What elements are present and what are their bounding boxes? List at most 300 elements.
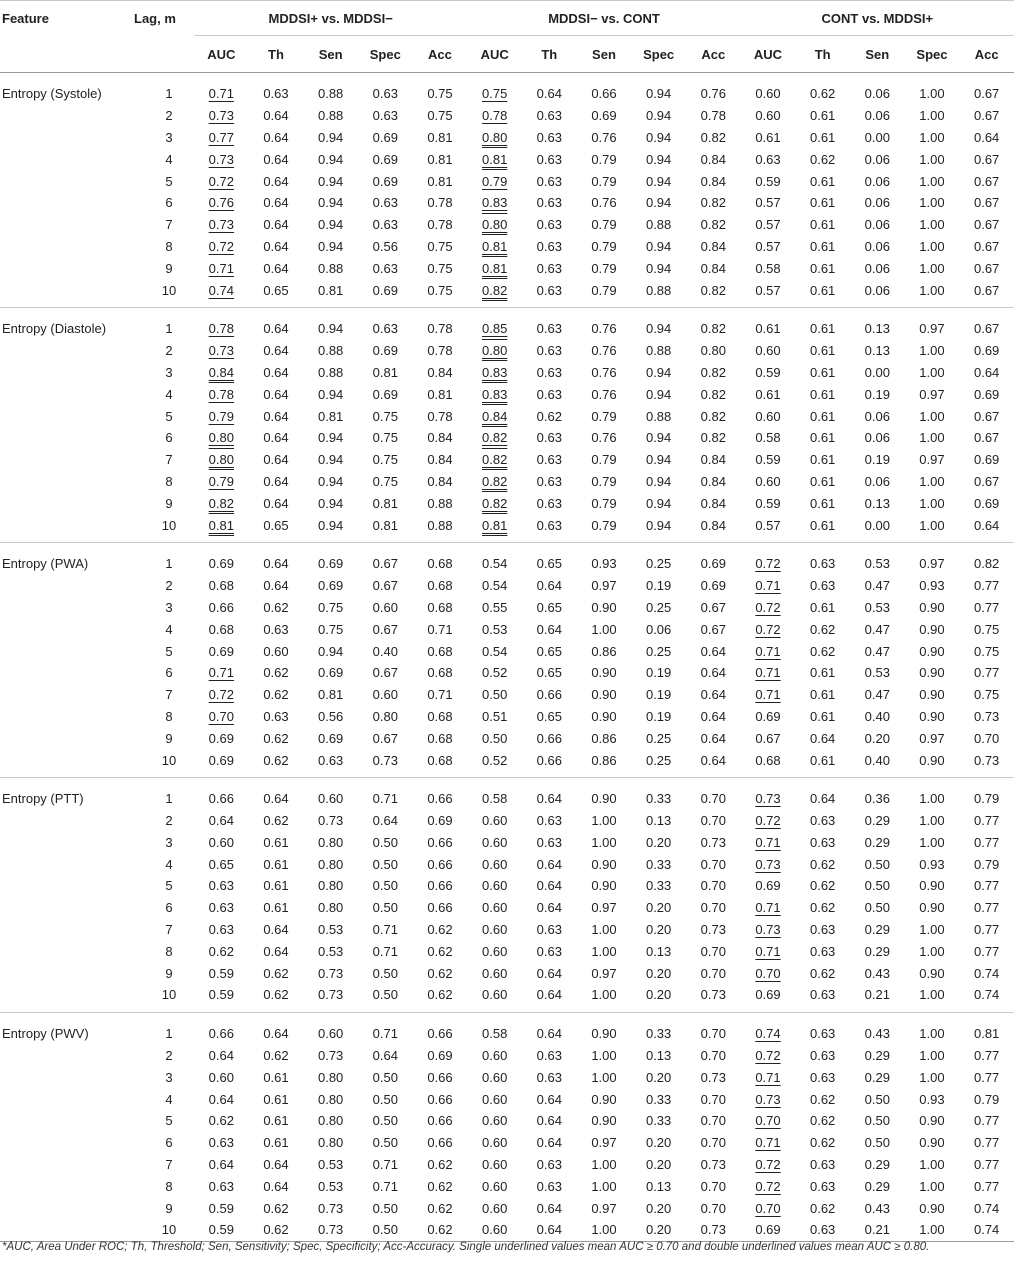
- acc-1-cell: 0.84: [427, 473, 453, 489]
- lag-cell: 2: [165, 578, 173, 594]
- acc-1-cell: 0.66: [427, 878, 453, 894]
- sen-1-cell: 0.69: [317, 730, 344, 746]
- th-1-cell: 0.63: [263, 708, 289, 724]
- th-1-cell: 0.64: [263, 1026, 289, 1042]
- th-3-cell: 0.63: [809, 943, 836, 959]
- auc-3-cell: [741, 492, 796, 514]
- table-row: [0, 236, 1014, 258]
- auc-value: 0.57: [755, 238, 781, 254]
- table-row: [0, 1088, 1014, 1110]
- th-2-cell: 0.63: [536, 238, 562, 254]
- table-row: [0, 1197, 1014, 1219]
- th-3-cell: 0.64: [809, 730, 836, 746]
- spec-2-cell: 0.20: [645, 1135, 672, 1151]
- feature-cell: [0, 127, 130, 149]
- th-2-cell: 0.64: [536, 1135, 562, 1151]
- lag-cell: 10: [130, 514, 194, 542]
- header-metric-spec: Spec: [358, 36, 413, 73]
- spec-1-cell: 0.63: [372, 217, 398, 233]
- auc-value: 0.78: [482, 108, 508, 124]
- th-3-cell: 0.62: [809, 621, 836, 637]
- th-2-cell: 0.63: [536, 1069, 562, 1085]
- lag-cell: 10: [130, 749, 194, 777]
- auc-3-cell: [741, 984, 796, 1012]
- acc-3-cell: 0.74: [973, 965, 1000, 981]
- auc-value: 0.80: [208, 452, 234, 468]
- th-2-cell: 0.64: [536, 900, 562, 916]
- spec-3-cell: 1.00: [919, 195, 945, 211]
- acc-2-cell: 0.80: [700, 343, 726, 359]
- sen-1-cell: 0.63: [303, 749, 358, 777]
- spec-3-cell: 0.93: [919, 856, 945, 872]
- th-3-cell: 0.61: [809, 343, 836, 359]
- auc-value: 0.59: [208, 987, 234, 1003]
- auc-2-cell: [467, 148, 522, 170]
- sen-1-cell: 0.80: [317, 834, 344, 850]
- th-1-cell: 0.62: [263, 813, 289, 829]
- auc-3-cell: [741, 919, 796, 941]
- lag-cell: 2: [165, 343, 173, 359]
- acc-2-cell: 0.70: [700, 1200, 726, 1216]
- auc-value: 0.74: [755, 1026, 781, 1042]
- spec-3-cell: 1.00: [905, 984, 960, 1012]
- spec-2-cell: 0.20: [631, 1219, 686, 1241]
- sen-1-cell: 0.60: [317, 1026, 344, 1042]
- auc-value: 0.82: [482, 495, 508, 511]
- auc-2-cell: [467, 257, 522, 279]
- sen-3-cell: 0.19: [864, 386, 890, 402]
- auc-value: 0.68: [208, 578, 234, 594]
- auc-value: 0.60: [482, 834, 508, 850]
- th-1-cell: 0.61: [263, 900, 289, 916]
- spec-1-cell: 0.50: [372, 1069, 398, 1085]
- auc-value: 0.80: [482, 129, 508, 145]
- acc-3-cell: 0.67: [973, 238, 1000, 254]
- auc-value: 0.60: [482, 943, 508, 959]
- auc-value: 0.80: [208, 430, 234, 446]
- sen-1-cell: 0.81: [303, 279, 358, 307]
- sen-2-cell: 0.79: [591, 151, 617, 167]
- acc-2-cell: 0.82: [700, 430, 726, 446]
- sen-2-cell: 0.79: [591, 452, 617, 468]
- header-metric-auc: AUC: [194, 36, 249, 73]
- sen-3-cell: 0.13: [864, 495, 890, 511]
- feature-cell: [0, 405, 130, 427]
- th-3-cell: 0.62: [809, 1135, 836, 1151]
- acc-1-cell: 0.62: [427, 965, 453, 981]
- lag-cell: 5: [165, 1113, 173, 1129]
- th-2-cell: 0.63: [536, 321, 562, 337]
- sen-1-cell: 0.80: [317, 1135, 344, 1151]
- th-3-cell: 0.63: [809, 1069, 836, 1085]
- th-1-cell: 0.61: [263, 856, 289, 872]
- auc-value: 0.60: [482, 1178, 508, 1194]
- acc-3-cell: 0.67: [973, 108, 1000, 124]
- auc-3-cell: [741, 73, 796, 105]
- th-2-cell: 0.64: [536, 965, 562, 981]
- spec-3-cell: 1.00: [919, 343, 945, 359]
- acc-3-cell: 0.69: [973, 343, 1000, 359]
- auc-2-cell: [467, 684, 522, 706]
- th-1-cell: 0.62: [263, 687, 289, 703]
- auc-1-cell: [194, 1154, 249, 1176]
- sen-1-cell: 0.75: [317, 599, 344, 615]
- acc-1-cell: 0.66: [427, 900, 453, 916]
- sen-3-cell: 0.29: [864, 1069, 890, 1085]
- auc-value: 0.69: [755, 987, 781, 1003]
- th-1-cell: 0.64: [263, 217, 289, 233]
- auc-3-cell: [741, 192, 796, 214]
- auc-1-cell: [194, 1110, 249, 1132]
- spec-2-cell: 0.94: [645, 321, 672, 337]
- auc-value: 0.73: [755, 856, 781, 872]
- acc-1-cell: 0.66: [427, 834, 453, 850]
- acc-3-cell: 0.69: [973, 452, 1000, 468]
- th-2-cell: 0.63: [536, 922, 562, 938]
- auc-value: 0.64: [208, 1157, 234, 1173]
- feature-cell: [0, 236, 130, 258]
- spec-1-cell: 0.73: [358, 749, 413, 777]
- th-2-cell: 0.66: [536, 730, 562, 746]
- th-2-cell: 0.64: [536, 878, 562, 894]
- sen-1-cell: 0.80: [317, 878, 344, 894]
- sen-3-cell: 0.47: [864, 687, 890, 703]
- auc-value: 0.54: [482, 578, 508, 594]
- th-2-cell: 0.63: [536, 430, 562, 446]
- auc-value: 0.82: [482, 282, 508, 298]
- th-3-cell: 0.61: [809, 321, 836, 337]
- th-2-cell: 0.63: [536, 834, 562, 850]
- auc-value: 0.70: [755, 1113, 781, 1129]
- auc-1-cell: [194, 810, 249, 832]
- spec-2-cell: 0.33: [645, 878, 672, 894]
- auc-value: 0.81: [482, 260, 508, 276]
- sen-1-cell: 0.88: [317, 108, 344, 124]
- acc-1-cell: 0.68: [427, 643, 453, 659]
- acc-3-cell: 0.77: [973, 578, 1000, 594]
- spec-1-cell: 0.63: [372, 321, 398, 337]
- th-3-cell: 0.61: [809, 386, 836, 402]
- th-3-cell: 0.64: [809, 791, 836, 807]
- sen-3-cell: 0.53: [864, 599, 890, 615]
- feature-cell: [0, 962, 130, 984]
- th-1-cell: 0.64: [263, 386, 289, 402]
- acc-3-cell: 0.79: [973, 856, 1000, 872]
- spec-2-cell: 0.94: [645, 238, 672, 254]
- spec-1-cell: 0.50: [372, 878, 398, 894]
- spec-3-cell: 1.00: [919, 217, 945, 233]
- auc-value: 0.58: [755, 260, 781, 276]
- acc-3-cell: 0.79: [973, 791, 1000, 807]
- auc-1-cell: [194, 706, 249, 728]
- sen-2-cell: 0.90: [591, 708, 617, 724]
- acc-3-cell: 0.74: [973, 1200, 1000, 1216]
- auc-3-cell: [741, 362, 796, 384]
- sen-2-cell: 1.00: [591, 1048, 617, 1064]
- auc-3-cell: [741, 853, 796, 875]
- spec-1-cell: 0.67: [372, 665, 398, 681]
- lag-cell: 1: [165, 86, 173, 102]
- th-3-cell: 0.62: [809, 1113, 836, 1129]
- auc-value: 0.72: [755, 621, 781, 637]
- th-3-cell: 0.61: [795, 279, 850, 307]
- acc-3-cell: 0.74: [959, 1219, 1014, 1241]
- feature-cell: [0, 214, 130, 236]
- table-row: [0, 1066, 1014, 1088]
- lag-cell: 4: [165, 1091, 173, 1107]
- spec-3-cell: 0.97: [919, 321, 945, 337]
- auc-value: 0.66: [208, 1026, 234, 1042]
- auc-1-cell: [194, 575, 249, 597]
- auc-3-cell: [741, 706, 796, 728]
- lag-cell: 7: [165, 687, 173, 703]
- table-row: [0, 662, 1014, 684]
- sen-3-cell: 0.06: [864, 260, 890, 276]
- sen-1-cell: 0.53: [317, 943, 344, 959]
- feature-cell: [0, 897, 130, 919]
- auc-1-cell: [194, 727, 249, 749]
- header-metric-spec: Spec: [905, 36, 960, 73]
- lag-cell: 10: [130, 984, 194, 1012]
- table-row: [0, 618, 1014, 640]
- auc-2-cell: [467, 105, 522, 127]
- feature-cell: Entropy (Diastole): [2, 321, 107, 337]
- acc-1-cell: 0.66: [427, 856, 453, 872]
- acc-3-cell: 0.77: [973, 1135, 1000, 1151]
- sen-3-cell: 0.06: [864, 151, 890, 167]
- auc-value: 0.63: [208, 922, 234, 938]
- auc-2-cell: [467, 919, 522, 941]
- acc-1-cell: 0.62: [427, 1200, 453, 1216]
- acc-3-cell: 0.77: [973, 1048, 1000, 1064]
- th-1-cell: 0.61: [263, 878, 289, 894]
- header-group-mddsi-minus-vs-cont: MDDSI− vs. CONT: [467, 1, 740, 36]
- spec-1-cell: 0.67: [372, 621, 398, 637]
- sen-2-cell: 0.79: [577, 279, 632, 307]
- auc-value: 0.84: [482, 408, 508, 424]
- auc-1-cell: [194, 984, 249, 1012]
- acc-3-cell: 0.67: [973, 430, 1000, 446]
- table-row: [0, 1154, 1014, 1176]
- sen-1-cell: 0.94: [317, 195, 344, 211]
- acc-2-cell: 0.84: [700, 495, 726, 511]
- acc-1-cell: 0.69: [427, 813, 453, 829]
- spec-2-cell: 0.20: [645, 900, 672, 916]
- auc-1-cell: [194, 427, 249, 449]
- auc-2-cell: [467, 427, 522, 449]
- auc-3-cell: [741, 1045, 796, 1067]
- auc-2-cell: [467, 492, 522, 514]
- spec-3-cell: 1.00: [919, 473, 945, 489]
- sen-3-cell: 0.53: [864, 556, 890, 572]
- spec-2-cell: 0.13: [645, 813, 672, 829]
- table-row: [0, 1012, 1014, 1044]
- th-2-cell: 0.63: [536, 129, 562, 145]
- table-footnote: *AUC, Area Under ROC; Th, Threshold; Sen, Sensitivity; Spec, Specificity; Acc-Accuracy. Single underlined values mean AUC ≥ 0.70 and double underlined values mean AUC ≥ 0.80.: [2, 1241, 930, 1253]
- th-3-cell: 0.61: [809, 452, 836, 468]
- acc-2-cell: 0.67: [700, 599, 726, 615]
- lag-cell: 1: [165, 321, 173, 337]
- acc-1-cell: 0.66: [427, 1135, 453, 1151]
- th-3-cell: 0.61: [809, 238, 836, 254]
- acc-3-cell: 0.81: [973, 1026, 1000, 1042]
- acc-1-cell: 0.62: [413, 1219, 468, 1241]
- auc-2-cell: [467, 940, 522, 962]
- lag-cell: 8: [165, 473, 173, 489]
- auc-value: 0.73: [755, 922, 781, 938]
- acc-3-cell: 0.77: [973, 922, 1000, 938]
- auc-value: 0.71: [208, 665, 234, 681]
- table-row: [0, 597, 1014, 619]
- th-2-cell: 0.64: [536, 621, 562, 637]
- spec-2-cell: 0.33: [645, 856, 672, 872]
- sen-2-cell: 1.00: [591, 621, 617, 637]
- acc-3-cell: 0.70: [973, 730, 1000, 746]
- sen-3-cell: 0.29: [864, 1157, 890, 1173]
- th-3-cell: 0.63: [809, 1026, 836, 1042]
- th-1-cell: 0.64: [263, 129, 289, 145]
- auc-value: 0.73: [208, 108, 234, 124]
- th-3-cell: 0.63: [795, 1219, 850, 1241]
- header-spacer: [130, 36, 194, 73]
- acc-1-cell: 0.68: [427, 730, 453, 746]
- auc-value: 0.57: [755, 282, 781, 298]
- auc-value: 0.59: [208, 1200, 234, 1216]
- auc-3-cell: [741, 236, 796, 258]
- sen-3-cell: 0.00: [850, 514, 905, 542]
- auc-value: 0.71: [755, 900, 781, 916]
- auc-value: 0.63: [208, 1135, 234, 1151]
- sen-1-cell: 0.69: [317, 665, 344, 681]
- auc-2-cell: [467, 810, 522, 832]
- th-3-cell: 0.63: [809, 834, 836, 850]
- auc-2-cell: [467, 73, 522, 105]
- table-row: [0, 962, 1014, 984]
- auc-value: 0.79: [482, 173, 508, 189]
- sen-2-cell: 0.90: [591, 599, 617, 615]
- spec-2-cell: 0.13: [645, 943, 672, 959]
- lag-cell: 2: [165, 108, 173, 124]
- th-1-cell: 0.63: [263, 86, 289, 102]
- auc-1-cell: [194, 279, 249, 307]
- acc-2-cell: 0.64: [700, 643, 726, 659]
- acc-2-cell: 0.70: [700, 1048, 726, 1064]
- auc-2-cell: [467, 405, 522, 427]
- spec-3-cell: 1.00: [919, 1069, 945, 1085]
- header-metric-acc: Acc: [959, 36, 1014, 73]
- spec-1-cell: 0.71: [372, 1178, 398, 1194]
- acc-3-cell: 0.73: [973, 708, 1000, 724]
- th-2-cell: 0.62: [536, 408, 562, 424]
- table-row: [0, 1219, 1014, 1241]
- th-1-cell: 0.64: [263, 943, 289, 959]
- auc-value: 0.73: [208, 343, 234, 359]
- acc-3-cell: 0.75: [973, 687, 1000, 703]
- auc-value: 0.82: [482, 430, 508, 446]
- header-metric-th: Th: [795, 36, 850, 73]
- lag-cell: 10: [130, 279, 194, 307]
- sen-3-cell: 0.47: [864, 643, 890, 659]
- lag-cell: 2: [165, 1048, 173, 1064]
- auc-value: 0.82: [482, 473, 508, 489]
- acc-2-cell: 0.82: [700, 129, 726, 145]
- th-2-cell: 0.64: [536, 856, 562, 872]
- auc-value: 0.76: [208, 195, 234, 211]
- header-metric-sen: Sen: [577, 36, 632, 73]
- spec-2-cell: 0.20: [645, 965, 672, 981]
- spec-1-cell: 0.64: [372, 1048, 398, 1064]
- auc-value: 0.71: [755, 1069, 781, 1085]
- header-lag: Lag, m: [130, 1, 194, 36]
- table-row: [0, 279, 1014, 307]
- spec-1-cell: 0.80: [372, 708, 398, 724]
- sen-2-cell: 0.90: [591, 665, 617, 681]
- table-row: [0, 449, 1014, 471]
- feature-cell: [0, 875, 130, 897]
- auc-value: 0.60: [482, 987, 508, 1003]
- table-row: [0, 897, 1014, 919]
- feature-cell: [0, 362, 130, 384]
- spec-1-cell: 0.75: [372, 452, 398, 468]
- auc-3-cell: [741, 1110, 796, 1132]
- auc-value: 0.61: [755, 129, 781, 145]
- sen-2-cell: 0.76: [591, 343, 617, 359]
- sen-1-cell: 0.75: [317, 621, 344, 637]
- lag-cell: 4: [165, 386, 173, 402]
- th-2-cell: 0.64: [536, 86, 562, 102]
- spec-2-cell: 0.19: [645, 687, 672, 703]
- spec-1-cell: 0.67: [372, 730, 398, 746]
- auc-value: 0.71: [755, 578, 781, 594]
- acc-1-cell: 0.66: [427, 1069, 453, 1085]
- auc-1-cell: [194, 257, 249, 279]
- feature-cell: [0, 1197, 130, 1219]
- sen-3-cell: 0.29: [864, 943, 890, 959]
- acc-1-cell: 0.78: [427, 321, 453, 337]
- th-1-cell: 0.61: [263, 1135, 289, 1151]
- acc-2-cell: 0.64: [686, 749, 741, 777]
- auc-2-cell: [467, 340, 522, 362]
- sen-1-cell: 0.56: [317, 708, 344, 724]
- sen-2-cell: 0.93: [591, 556, 617, 572]
- spec-3-cell: 1.00: [905, 514, 960, 542]
- auc-2-cell: [467, 1219, 522, 1241]
- acc-1-cell: 0.75: [413, 279, 468, 307]
- auc-value: 0.78: [208, 321, 234, 337]
- spec-2-cell: 0.25: [645, 643, 672, 659]
- th-2-cell: 0.64: [522, 1219, 577, 1241]
- acc-3-cell: 0.77: [973, 900, 1000, 916]
- acc-2-cell: 0.70: [700, 1135, 726, 1151]
- auc-value: 0.59: [208, 1222, 234, 1238]
- th-1-cell: 0.64: [263, 260, 289, 276]
- spec-3-cell: 1.00: [919, 260, 945, 276]
- acc-2-cell: 0.84: [700, 260, 726, 276]
- acc-2-cell: 0.84: [700, 173, 726, 189]
- auc-value: 0.59: [755, 495, 781, 511]
- spec-1-cell: 0.69: [372, 343, 398, 359]
- th-1-cell: 0.61: [263, 1113, 289, 1129]
- auc-value: 0.72: [755, 1178, 781, 1194]
- acc-1-cell: 0.69: [427, 1048, 453, 1064]
- th-1-cell: 0.64: [263, 321, 289, 337]
- spec-1-cell: 0.50: [358, 1219, 413, 1241]
- auc-value: 0.69: [208, 730, 234, 746]
- sen-1-cell: 0.81: [317, 408, 344, 424]
- spec-3-cell: 1.00: [919, 813, 945, 829]
- auc-value: 0.60: [482, 1157, 508, 1173]
- th-1-cell: 0.62: [249, 749, 304, 777]
